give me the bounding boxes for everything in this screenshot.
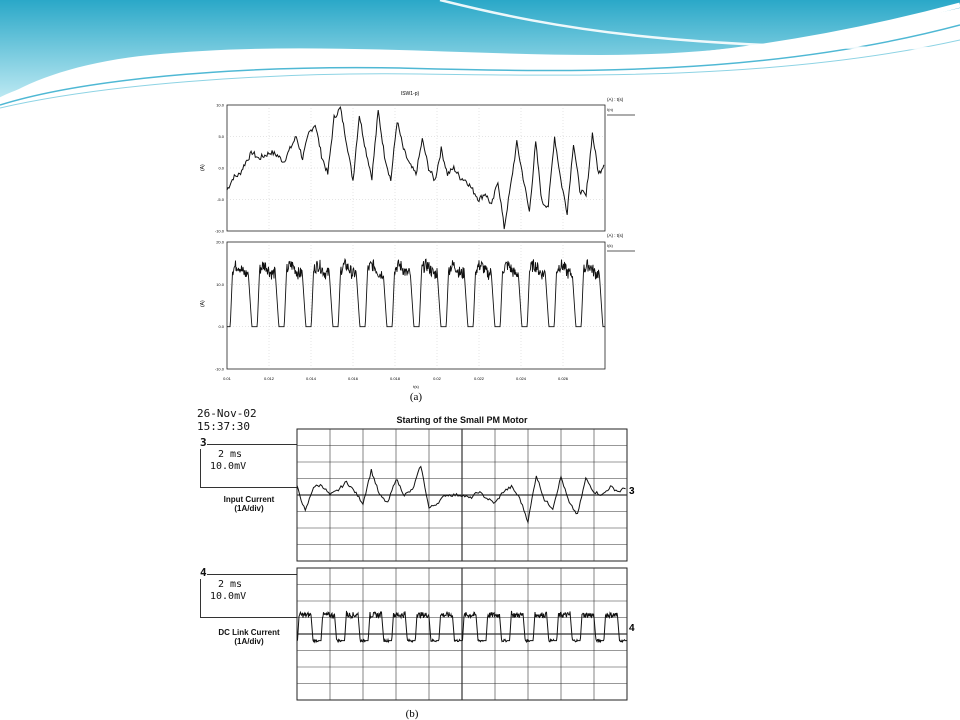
x-tick-labels bbox=[223, 376, 569, 381]
caption-a: (a) bbox=[409, 391, 423, 403]
channel-3-scale: 10.0mV bbox=[210, 461, 247, 472]
plot2-yticks bbox=[215, 240, 225, 372]
plot2-legend-header: (A) : t(s) bbox=[607, 233, 624, 238]
caption-b: (b) bbox=[405, 708, 419, 720]
plot1-ytick-label: -10.0 bbox=[214, 228, 224, 234]
figure-a bbox=[197, 85, 647, 405]
plot1-title: ISW1-p) bbox=[400, 91, 420, 97]
plot1-ytick-label: 0.0 bbox=[218, 165, 224, 171]
channel-4-scale: 10.0mV bbox=[210, 591, 247, 602]
x-tick-label: 0.01 bbox=[223, 376, 231, 381]
plot2-ytick-label: 10.0 bbox=[216, 281, 224, 287]
channel-3-name: Input Current bbox=[223, 495, 275, 504]
plot2-ytick-label: 0.0 bbox=[218, 324, 224, 330]
scope-time: 15:37:30 bbox=[197, 420, 250, 433]
channel-4-number: 4 bbox=[200, 566, 207, 579]
channel-4-name: DC Link Current bbox=[218, 628, 280, 637]
scope-4-marker: 4 bbox=[629, 623, 635, 634]
x-tick-label: 0.024 bbox=[515, 376, 527, 381]
figure-b-scopes bbox=[197, 425, 647, 720]
plot1-ytick-label: 10.0 bbox=[216, 102, 224, 108]
scope-title: Starting of the Small PM Motor bbox=[396, 415, 528, 425]
x-axis-label: t(s) bbox=[413, 384, 419, 389]
x-tick-label: 0.016 bbox=[347, 376, 359, 381]
plot1-ytick-label: -5.0 bbox=[217, 197, 224, 202]
channel-3-number: 3 bbox=[200, 436, 207, 449]
channel-3-unit: (1A/div) bbox=[234, 504, 264, 513]
channel-4-timebase: 2 ms bbox=[218, 579, 243, 590]
plot1-legend-item: I(n) bbox=[607, 107, 613, 112]
plot2-legend-item: I(k) bbox=[607, 243, 613, 248]
channel-3-timebase: 2 ms bbox=[218, 449, 243, 460]
x-tick-label: 0.02 bbox=[433, 376, 441, 381]
x-tick-label: 0.012 bbox=[263, 376, 275, 381]
scope-3-marker: 3 bbox=[629, 486, 635, 497]
figure bbox=[197, 85, 647, 720]
plot2-ytick-label: 20.0 bbox=[216, 239, 224, 245]
x-tick-label: 0.018 bbox=[389, 376, 401, 381]
plot1-yticks bbox=[215, 103, 225, 234]
x-tick-label: 0.014 bbox=[305, 376, 317, 381]
plot1-legend-header: (A) : t(s) bbox=[607, 97, 624, 102]
plot1-ylabel: (A) bbox=[200, 164, 206, 171]
plot2-ytick-label: -10.0 bbox=[214, 366, 224, 372]
channel-4-unit: (1A/div) bbox=[234, 637, 264, 646]
x-tick-label: 0.026 bbox=[557, 376, 569, 381]
plot2-ylabel: (A) bbox=[200, 300, 206, 307]
x-tick-label: 0.022 bbox=[473, 376, 485, 381]
scope-date: 26-Nov-02 bbox=[197, 407, 257, 420]
plot1-ytick-label: 5.0 bbox=[218, 134, 224, 139]
plot2-frame bbox=[227, 242, 605, 369]
